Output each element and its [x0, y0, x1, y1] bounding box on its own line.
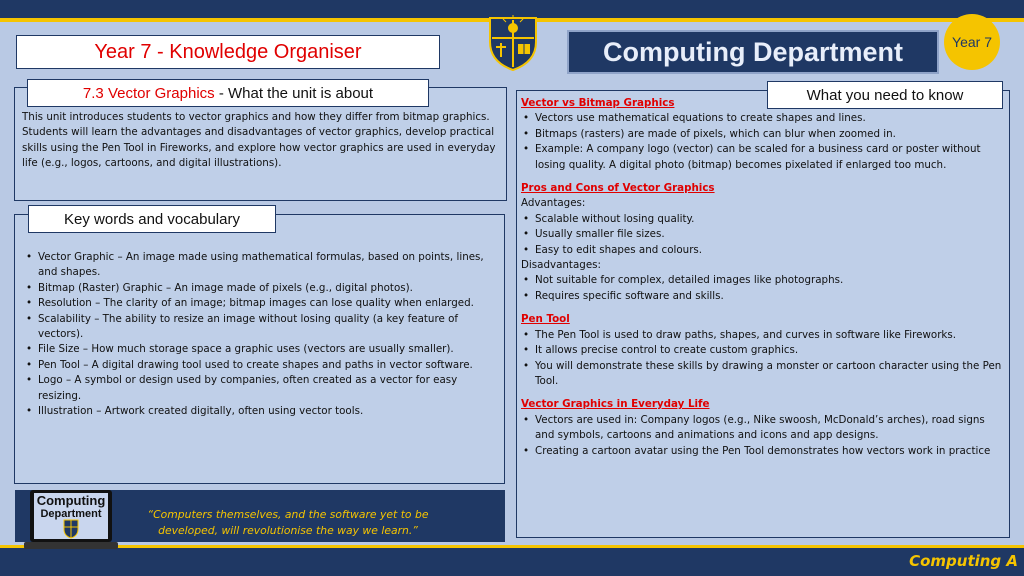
list-item: • Bitmap (Raster) Graphic – An image made of pixels (e.g., digital photos). — [24, 281, 496, 296]
list-item: • Pen Tool – A digital drawing tool used to create shapes and paths in vector software. — [24, 358, 496, 373]
list-item: • It allows precise control to create custom graphics. — [521, 343, 1007, 358]
year-badge: Year 7 — [944, 14, 1000, 70]
list-item: • Creating a cartoon avatar using the Pen Tool demonstrates how vectors work in practice — [521, 444, 1007, 459]
list-item: • Vectors use mathematical equations to create shapes and lines. — [521, 111, 1007, 126]
list-item: • Illustration – Artwork created digitally, often using vector tools. — [24, 404, 496, 419]
unit-label-suffix: - What the unit is about — [214, 84, 374, 102]
footer-corner-label: Computing A — [909, 552, 1018, 570]
advantages-list — [521, 212, 1007, 258]
vector-bitmap-heading: Vector vs Bitmap Graphics — [521, 97, 675, 109]
list-item: • Usually smaller file sizes. — [521, 227, 1007, 242]
pros-cons-heading: Pros and Cons of Vector Graphics — [521, 182, 715, 195]
laptop-logo-icon — [24, 488, 118, 550]
list-item: • The Pen Tool is used to draw paths, shapes, and curves in software like Fireworks. — [521, 328, 1007, 343]
vector-bitmap-list — [521, 111, 1007, 173]
disadvantages-label: Disadvantages: — [521, 259, 601, 272]
disadvantages-list — [521, 273, 1007, 304]
unit-code: 7.3 Vector Graphics — [82, 84, 215, 102]
know-section-label: What you need to know — [767, 81, 1003, 109]
keywords-section-label: Key words and vocabulary — [28, 205, 276, 233]
list-item: • Requires specific software and skills. — [521, 289, 1007, 304]
list-item: • Scalable without losing quality. — [521, 212, 1007, 227]
list-item: • Bitmaps (rasters) are made of pixels, which can blur when zoomed in. — [521, 127, 1007, 142]
list-item: • Resolution – The clarity of an image; bitmap images can lose quality when enlarged. — [24, 296, 496, 311]
organiser-title: Year 7 - Knowledge Organiser — [16, 35, 440, 69]
list-item: • Example: A company logo (vector) can be scaled for a business card or poster without losing quality. A digital photo (bitmap) becomes pixelated if enlarged too much. — [521, 142, 1007, 173]
list-item: • You will demonstrate these skills by drawing a monster or cartoon character using the Pen Tool. — [521, 359, 1007, 390]
list-item: • File Size – How much storage space a graphic uses (vectors are usually smaller). — [24, 342, 496, 357]
everyday-list — [521, 413, 1007, 459]
list-item: • Vector Graphic – An image made using mathematical formulas, based on points, lines, and shapes. — [24, 250, 496, 281]
pen-tool-heading: Pen Tool — [521, 313, 570, 326]
list-item: • Not suitable for complex, detailed images like photographs. — [521, 273, 1007, 288]
school-crest-icon — [484, 12, 542, 72]
everyday-heading: Vector Graphics in Everyday Life — [521, 398, 710, 411]
list-item: • Vectors are used in: Company logos (e.g., Nike swoosh, McDonald’s arches), road signs and symbols, cartoons and animations and icons and app designs. — [521, 413, 1007, 444]
unit-section-label — [27, 79, 429, 107]
list-item: • Logo – A symbol or design used by companies, often created as a vector for easy resizing. — [24, 373, 496, 404]
advantages-label: Advantages: — [521, 197, 586, 210]
logo-line-1: Computing — [36, 493, 106, 508]
quote-text: “Computers themselves, and the software yet to be developed, will revolutionise the way we learn.” — [147, 508, 429, 537]
department-title: Computing Department — [567, 30, 939, 74]
keywords-list — [24, 250, 496, 419]
unit-description: This unit introduces students to vector graphics and how they differ from bitmap graphics. Students will learn the advantages and disadvantages of vector graphics, develop practical skills using the Pen Tool in Fireworks, and explore how vector graphics are used in everyday life (e.g., logos, cartoons, and digital illustrations). — [22, 111, 496, 170]
logo-line-2: Department — [40, 508, 102, 520]
know-content — [521, 96, 1007, 459]
list-item: • Easy to edit shapes and colours. — [521, 243, 1007, 258]
pen-tool-list — [521, 328, 1007, 390]
list-item: • Scalability – The ability to resize an image without losing quality (a key feature of vectors). — [24, 312, 496, 343]
